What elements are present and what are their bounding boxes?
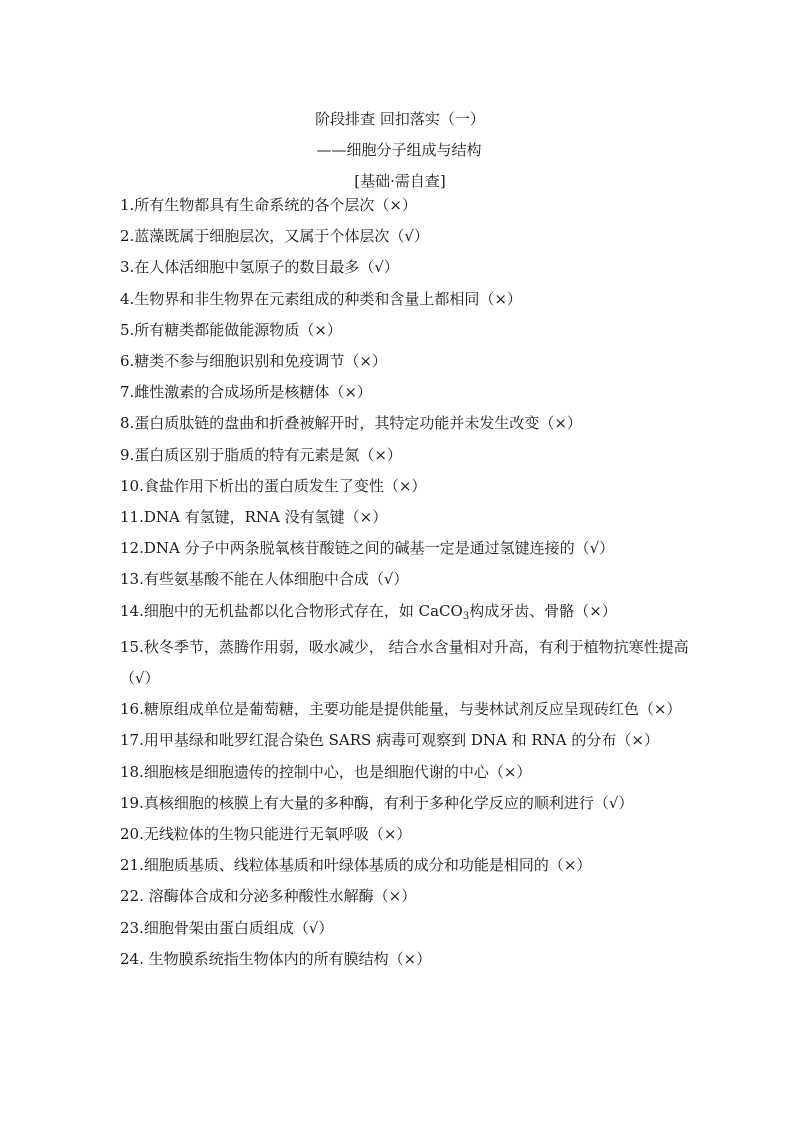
question-item: 24. 生物膜系统指生物体内的所有膜结构（×） <box>120 949 432 968</box>
question-item: 10.食盐作用下析出的蛋白质发生了变性（×） <box>120 476 427 495</box>
question-item: 11.DNA 有氢键，RNA 没有氢键（×） <box>120 508 388 527</box>
question-item <box>120 596 690 632</box>
question-item: 4.生物界和非生物界在元素组成的种类和含量上都相同（×） <box>120 289 522 308</box>
question-item: 8.蛋白质肽链的盘曲和折叠被解开时，其特定功能并未发生改变（×） <box>120 414 582 433</box>
question-item: 13.有些氨基酸不能在人体细胞中合成（√） <box>120 570 409 589</box>
question-item: 2.蓝藻既属于细胞层次，又属于个体层次（√） <box>120 227 429 246</box>
page-subtitle: ——细胞分子组成与结构 <box>316 141 482 159</box>
question-item: 3.在人体活细胞中氢原子的数目最多（√） <box>120 258 399 277</box>
question-item: 17.用甲基绿和吡罗红混合染色 SARS 病毒可观察到 DNA 和 RNA 的分布（×） <box>120 731 659 750</box>
question-item: 12.DNA 分子中两条脱氧核苷酸链之间的碱基一定是通过氢键连接的（√） <box>120 539 615 558</box>
question-item: 7.雌性激素的合成场所是核糖体（×） <box>120 383 372 402</box>
question-item: 22. 溶酶体合成和分泌多种酸性水解酶（×） <box>120 887 417 906</box>
title-block <box>0 104 794 197</box>
section-label: [基础·需自查] <box>354 172 446 190</box>
question-item: 21.细胞质基质、线粒体基质和叶绿体基质的成分和功能是相同的（×） <box>120 856 592 875</box>
question-item: 18.细胞核是细胞遗传的控制中心，也是细胞代谢的中心（×） <box>120 762 532 781</box>
question-text-after: 构成牙齿、骨骼（×） <box>469 601 617 620</box>
question-list <box>120 190 690 975</box>
question-item: 1.所有生物都具有生命系统的各个层次（×） <box>120 196 417 214</box>
question-item: 6.糖类不参与细胞识别和免疫调节（×） <box>120 352 387 371</box>
question-item: 23.细胞骨架由蛋白质组成（√） <box>120 918 334 937</box>
page-title: 阶段排查 回扣落实（一） <box>315 110 485 128</box>
question-item: 9.蛋白质区别于脂质的特有元素是氮（×） <box>120 445 402 464</box>
question-item: 5.所有糖类都能做能源物质（×） <box>120 320 342 339</box>
question-item: 16.糖原组成单位是葡萄糖，主要功能是提供能量，与斐林试剂反应呈现砖红色（×） <box>120 700 682 719</box>
question-item: 19.真核细胞的核膜上有大量的多种酶，有利于多种化学反应的顺利进行（√） <box>120 793 634 812</box>
question-item: 15.秋冬季节，蒸腾作用弱，吸水减少， 结合水含量相对升高，有利于植物抗寒性提高（√） <box>120 637 689 688</box>
subscript: 3 <box>462 610 470 622</box>
question-text-before: 14.细胞中的无机盐都以化合物形式存在，如 CaCO <box>120 601 463 620</box>
question-item: 20.无线粒体的生物只能进行无氧呼吸（×） <box>120 825 412 844</box>
